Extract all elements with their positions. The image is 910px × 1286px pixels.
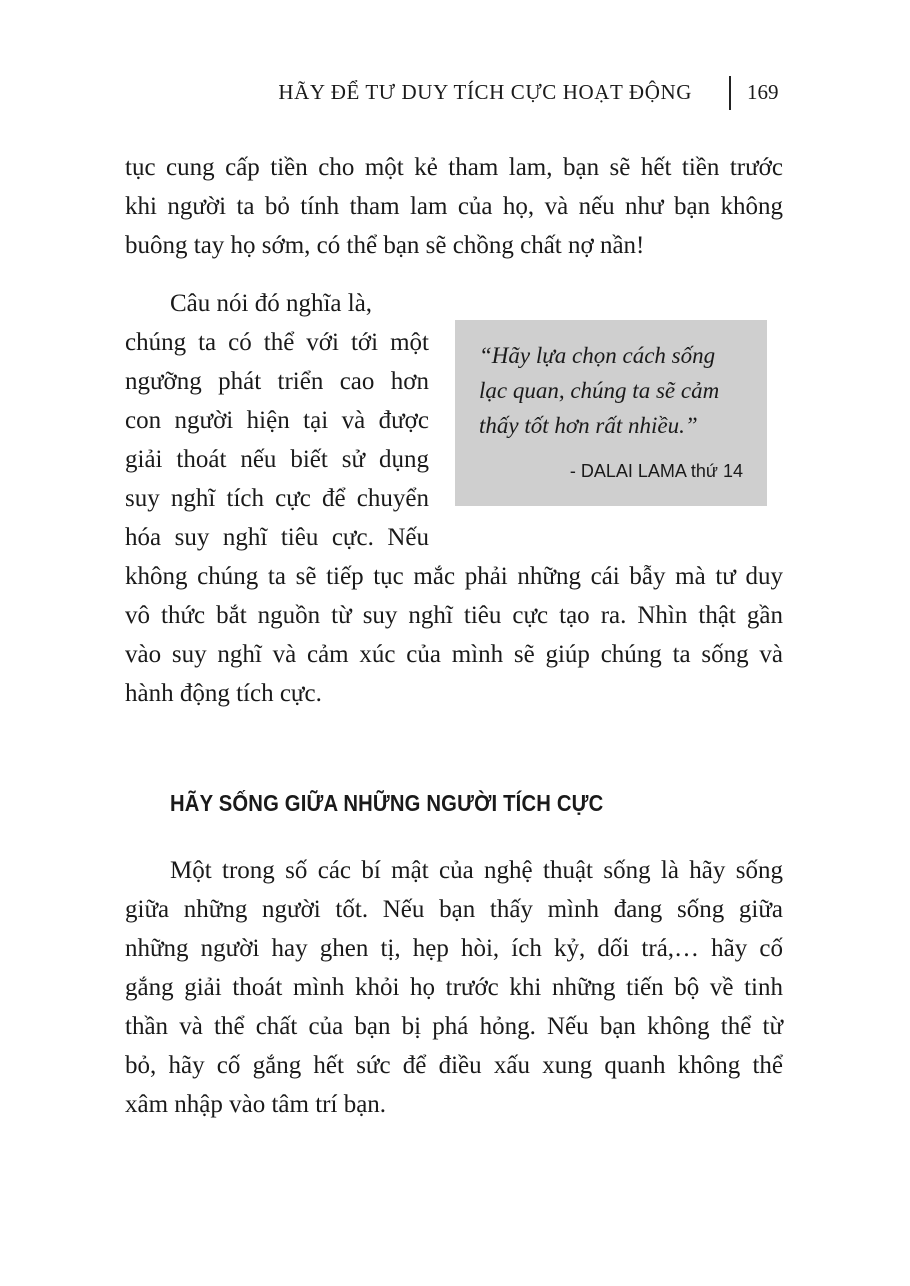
text-line: ngưỡng phát triển cao hơn <box>125 368 429 395</box>
text-line: vô thức bắt nguồn từ suy nghĩ tiêu cực tạo ra. Nhìn thật gần <box>125 602 783 629</box>
text-line: chúng ta có thể với tới một <box>125 329 429 356</box>
paragraph-wrapped <box>125 284 429 557</box>
quote-author: - DALAI LAMA thứ 14 <box>569 461 743 481</box>
section-heading: HÃY SỐNG GIỮA NHỮNG NGƯỜI TÍCH CỰC <box>170 790 604 816</box>
header-divider <box>729 76 731 110</box>
paragraph-full-width <box>125 557 783 713</box>
text-line: Một trong số các bí mật của nghệ thuật sống là hãy sống <box>170 857 783 884</box>
text-line: hành động tích cực. <box>125 680 322 707</box>
text-line: xâm nhập vào tâm trí bạn. <box>125 1091 387 1118</box>
text-line: hóa suy nghĩ tiêu cực. Nếu <box>125 524 429 551</box>
quote-text <box>479 338 747 443</box>
pull-quote-box <box>455 320 767 506</box>
text-line: Câu nói đó nghĩa là, <box>170 290 373 317</box>
text-line: giữa những người tốt. Nếu bạn thấy mình đang sống giữa <box>125 896 783 923</box>
text-line: tục cung cấp tiền cho một kẻ tham lam, bạn sẽ hết tiền trước <box>125 154 783 181</box>
text-line: con người hiện tại và được <box>125 407 429 434</box>
paragraph-continuation <box>125 148 783 265</box>
quote-line: “Hãy lựa chọn cách sống <box>479 343 716 368</box>
paragraph-section-body <box>125 851 783 1124</box>
text-line: thần và thể chất của bạn bị phá hỏng. Nếu bạn không thể từ <box>125 1013 783 1040</box>
text-line: vào suy nghĩ và cảm xúc của mình sẽ giúp chúng ta sống và <box>125 641 783 668</box>
chapter-title: HÃY ĐỂ TƯ DUY TÍCH CỰC HOẠT ĐỘNG <box>278 80 692 104</box>
running-head <box>0 76 910 112</box>
text-line: bỏ, hãy cố gắng hết sức để điều xấu xung quanh không thể <box>125 1052 783 1079</box>
quote-line: thấy tốt hơn rất nhiều.” <box>479 413 698 438</box>
text-line: buông tay họ sớm, có thể bạn sẽ chồng chất nợ nần! <box>125 232 645 259</box>
text-line: giải thoát nếu biết sử dụng <box>125 446 429 473</box>
text-line: những người hay ghen tị, hẹp hòi, ích kỷ, dối trá,… hãy cố <box>125 935 783 962</box>
text-line: khi người ta bỏ tính tham lam của họ, và nếu như bạn không <box>125 193 783 220</box>
quote-line: lạc quan, chúng ta sẽ cảm <box>479 378 720 403</box>
page-number: 169 <box>747 80 779 104</box>
text-line: gắng giải thoát mình khỏi họ trước khi những tiến bộ về tinh <box>125 974 783 1001</box>
text-line: không chúng ta sẽ tiếp tục mắc phải những cái bẫy mà tư duy <box>125 563 783 590</box>
text-line: suy nghĩ tích cực để chuyển <box>125 485 429 512</box>
